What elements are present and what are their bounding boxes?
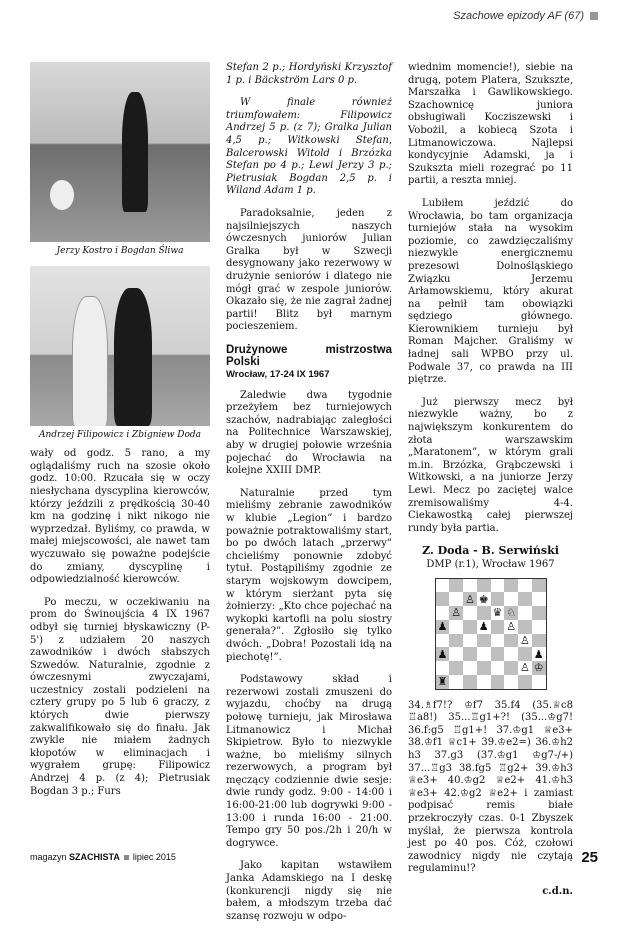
board-square <box>463 606 477 620</box>
game-moves: 34.♗f7!? ♔f7 35.f4 (35.♕c8 ♖a8!) 35...♖g1+?! (35...♔g7! 36.f:g5 ♖g1+! 37.♔g1 ♕e3+ 38.♔f1 ♕c1+ 39.♔e2=) 36.♔h2 h3 37.g3 (37.♔g1 ♔g7-/+) 37...♖g3 38.fg5 ♖g2+ 39.♔h3 ♕e3+ 40.♔g2 ♕e2+ 41.♔h3 ♕e3+ 42.♔g2 ♕e2+ i zamiast podpisać remis białe przekroczyły czas. 0-1 Zbyszek myślał, że pierwsza kontrola jest po 40 pos. Cóż, czołowi zawodnicy nigdy nie czytają regulaminu!? <box>408 699 573 875</box>
photo-caption-2: Andrzej Filipowicz i Zbigniew Doda <box>38 429 202 440</box>
board-square <box>449 647 463 661</box>
board-square <box>436 579 450 593</box>
paragraph: Paradoksalnie, jeden z najsilniejszych naszych ówczesnych juniorów Julian Gralka był w Szwecji desygnowany jako rezerwowy w drużynie seniorów i dlatego nie mógł grać w zespole juniorów. Okazało się, że nie zagrał żadnej partii! Blitz był marnym pocieszeniem. <box>226 207 392 333</box>
photo-kostro-sliwa <box>30 62 210 242</box>
board-square <box>532 592 546 606</box>
footer <box>30 852 176 862</box>
board-square: ♛ <box>492 606 503 620</box>
board-square: ♟ <box>437 620 448 634</box>
board-square <box>518 620 532 634</box>
paragraph: Po meczu, w oczekiwaniu na prom do Świnoujścia 4 IX 1967 odbył się turniej błyskawiczny (P-5') z udziałem 20 naszych zawodników i dwóch słabszych Szwedów. Naturalnie, zgodnie z ówczesnymi zwyczajami, uczestnicy zostali podzieleni na cztery grupy po 5 lub 6 graczy, z których dwie pierwszy zakwalifikowało się do finału. Jak zwykle nie miałem żadnych kłopotów w eliminacjach i wygrałem grupę: Filipowicz Andrzej 4 p. (z 4); Pietrusiak Bogdan 3 p.; Furs <box>30 596 210 797</box>
board-square <box>504 579 518 593</box>
chess-board-diagram <box>435 578 547 690</box>
board-square <box>504 647 518 661</box>
board-square <box>532 675 546 689</box>
man-light-suit-figure <box>72 296 108 426</box>
paragraph: Jako kapitan wstawiłem Janka Adamskiego na I deskę (konkurencji nigdy się nie bałem, a młodszym trzeba dać szansę rozwoju w odpo- <box>226 860 392 922</box>
board-square <box>463 579 477 593</box>
board-square <box>463 620 477 634</box>
board-square <box>477 606 491 620</box>
board-square <box>532 606 546 620</box>
board-square: ♘ <box>506 606 517 620</box>
board-square <box>436 634 450 648</box>
board-square <box>463 675 477 689</box>
footer-magazine: magazyn <box>30 852 67 862</box>
board-square <box>449 675 463 689</box>
board-square <box>463 647 477 661</box>
board-square <box>449 634 463 648</box>
board-square <box>491 579 505 593</box>
board-square <box>436 606 450 620</box>
paragraph: Podstawowy skład i rezerwowi zostali zmuszeni do wyjazdu, choćby na drugą połowę turnieju, jak Mirosława Litmanowicz i Michał Skipietrow. Było to niezwykle ważne, bo mieliśmy silnych rezerwowych, a program był męczący codziennie dwie sesje: dwie rundy godz. 9:00 - 14:00 i 16:00-21:00 lub dogrywki 9:00 - 13:00 i runda 16:00 - 21:00. Tempo gry 50 pos./2h i 20/h w dogrywce. <box>226 674 392 849</box>
footer-date: lipiec 2015 <box>132 852 176 862</box>
board-square <box>449 579 463 593</box>
board-square <box>477 661 491 675</box>
paragraph: wały od godz. 5 rano, a my oglądaliśmy ruch na szosie około godz. 10:00. Rzucała się w oczy niesłychana dyscyplina kierowców, którzy jeździli z prędkością 30-40 km na godzinę i nikt nikogo nie wyprzedzał. Byliśmy, co prawda, w małej miejscowości, ale nawet tam wyczuwało się poważne podejście do zmiany, dyscyplinę i odpowiedzialność kierowców. <box>30 448 210 586</box>
game-subtitle: DMP (r.1), Wrocław 1967 <box>426 558 555 570</box>
board-square: ♟ <box>533 647 544 661</box>
board-square <box>518 579 532 593</box>
column-1 <box>30 62 210 808</box>
board-square <box>518 675 532 689</box>
board-square: ♟ <box>437 647 448 661</box>
board-square <box>504 661 518 675</box>
board-square <box>449 620 463 634</box>
paragraph-final: W finale również triumfowałem: Filipowicz Andrzej 5 p. (z 7); Gralka Julian 4,5 p.; Witkowski Stefan, Balcerowski Witold i Brzózka Stefan po 4 p.; Lewi Jerzy 3 p.; Pietrusiak Bogdan 2,5 p. i Wiland Adam 1 p. <box>226 97 392 197</box>
photo-filipowicz-doda <box>30 266 210 426</box>
header-square-icon <box>590 12 598 20</box>
board-square <box>463 634 477 648</box>
paragraph: Naturalnie przed tym mieliśmy zebranie zawodników w klubie „Legion” i bardzo poważnie potraktowaliśmy start, bo po dwóch latach „przerwy” chcieliśmy ponownie zdobyć tytuł. Postąpiliśmy zgodnie ze starym wojskowym dowcipem, w którym sierżant pyta się żołnierzy: „Kto chce pojechać na wykopki kartofli na polu siostry generała?”. Zgłosiło się tylko dwóch. „Dobra! Pozostali idą na piechotę!”. <box>226 487 392 663</box>
swimmer-figure <box>50 180 74 210</box>
board-square <box>491 661 505 675</box>
footer-square-icon <box>124 855 129 860</box>
board-square <box>504 592 518 606</box>
board-square <box>532 579 546 593</box>
section-heading: Drużynowe mistrzostwa Polski <box>226 343 392 369</box>
standing-man-figure <box>122 92 148 212</box>
board-square <box>518 647 532 661</box>
board-square <box>477 647 491 661</box>
column-2 <box>226 62 392 933</box>
board-square: ♙ <box>506 620 517 634</box>
board-square: ♔ <box>533 661 544 675</box>
board-square <box>449 592 463 606</box>
board-square <box>491 634 505 648</box>
footer-brand: SZACHISTA <box>69 852 120 862</box>
board-square <box>532 634 546 648</box>
board-square <box>518 606 532 620</box>
photo-caption-1: Jerzy Kostro i Bogdan Śliwa <box>56 246 184 256</box>
paragraph: Zaledwie dwa tygodnie przeżyłem bez turniejowych szachów, nadrabiając zaległości na Politechnice Warszawskiej, aby w drugiej połowie września pojechać do Wrocławia na kolejne XXIII DMP. <box>226 389 392 477</box>
page-number: 25 <box>581 849 598 866</box>
board-square <box>491 647 505 661</box>
continued-sign: c.d.n. <box>542 885 573 897</box>
man-dark-suit-figure <box>114 288 152 426</box>
board-square: ♙ <box>519 661 530 675</box>
board-square <box>477 634 491 648</box>
board-square <box>477 675 491 689</box>
section-subheading: Wrocław, 17-24 IX 1967 <box>226 369 330 381</box>
header-title: Szachowe epizody AF (67) <box>453 10 584 22</box>
paragraph: wiednim momencie!), siebie na drugą, potem Platera, Szukszte, Marszałka i Gawlikowskiego. Szachownicę juniora obsługiwali Kocziszewski i Vobożil, a kobiecą Szota i Litmanowiczowa. Najlepsi kondycyjnie Adamski, ja i Szukszta mieli rozegrać po 11 partii, a reszta mniej. <box>408 62 573 187</box>
board-square <box>491 592 505 606</box>
board-square <box>518 592 532 606</box>
board-square <box>504 634 518 648</box>
board-square <box>463 661 477 675</box>
board-square <box>477 579 491 593</box>
paragraph: Lubiłem jeździć do Wrocławia, bo tam organizacja turniejów stała na wysokim poziomie, co zawdzięczaliśmy niezwykle energicznemu prezesowi Dolnośląskiego Związku Jerzemu Arłamowskiemu, który akurat na pełnił tam obowiązki sędziego głównego. Kierownikiem turnieju był Roman Majcher. Graliśmy w ładnej sali WPBO przy ul. Podwale 37, co prawda na III piętrze. <box>408 197 573 386</box>
board-square: ♙ <box>519 633 530 647</box>
board-square: ♚ <box>478 592 489 606</box>
board-square <box>436 592 450 606</box>
board-square: ♜ <box>437 675 448 689</box>
paragraph: Już pierwszy mecz był niezwykle ważny, bo z największym konkurentem do złota warszawskim „Maratonem”, w którym grali m.in. Brzózka, Grąbczewski i Witkowski, a na juniorze Jerzy Lewi. Mecz po zaciętej walce zremisowaliśmy 4-4. Ciekawostką całej pierwszej rundy była partia. <box>408 396 573 534</box>
board-square <box>491 620 505 634</box>
running-header <box>453 10 598 22</box>
game-title: Z. Doda - B. Serwiński <box>422 544 559 558</box>
paragraph: Stefan 2 p.; Hordyński Krzysztof 1 p. i Bäckström Lars 0 p. <box>226 62 392 86</box>
board-square: ♙ <box>451 606 462 620</box>
column-3 <box>408 62 573 898</box>
board-square <box>449 661 463 675</box>
board-square: ♙ <box>464 592 475 606</box>
board-square <box>532 620 546 634</box>
board-square <box>491 675 505 689</box>
board-square <box>436 661 450 675</box>
board-square <box>504 675 518 689</box>
board-square: ♟ <box>478 620 489 634</box>
